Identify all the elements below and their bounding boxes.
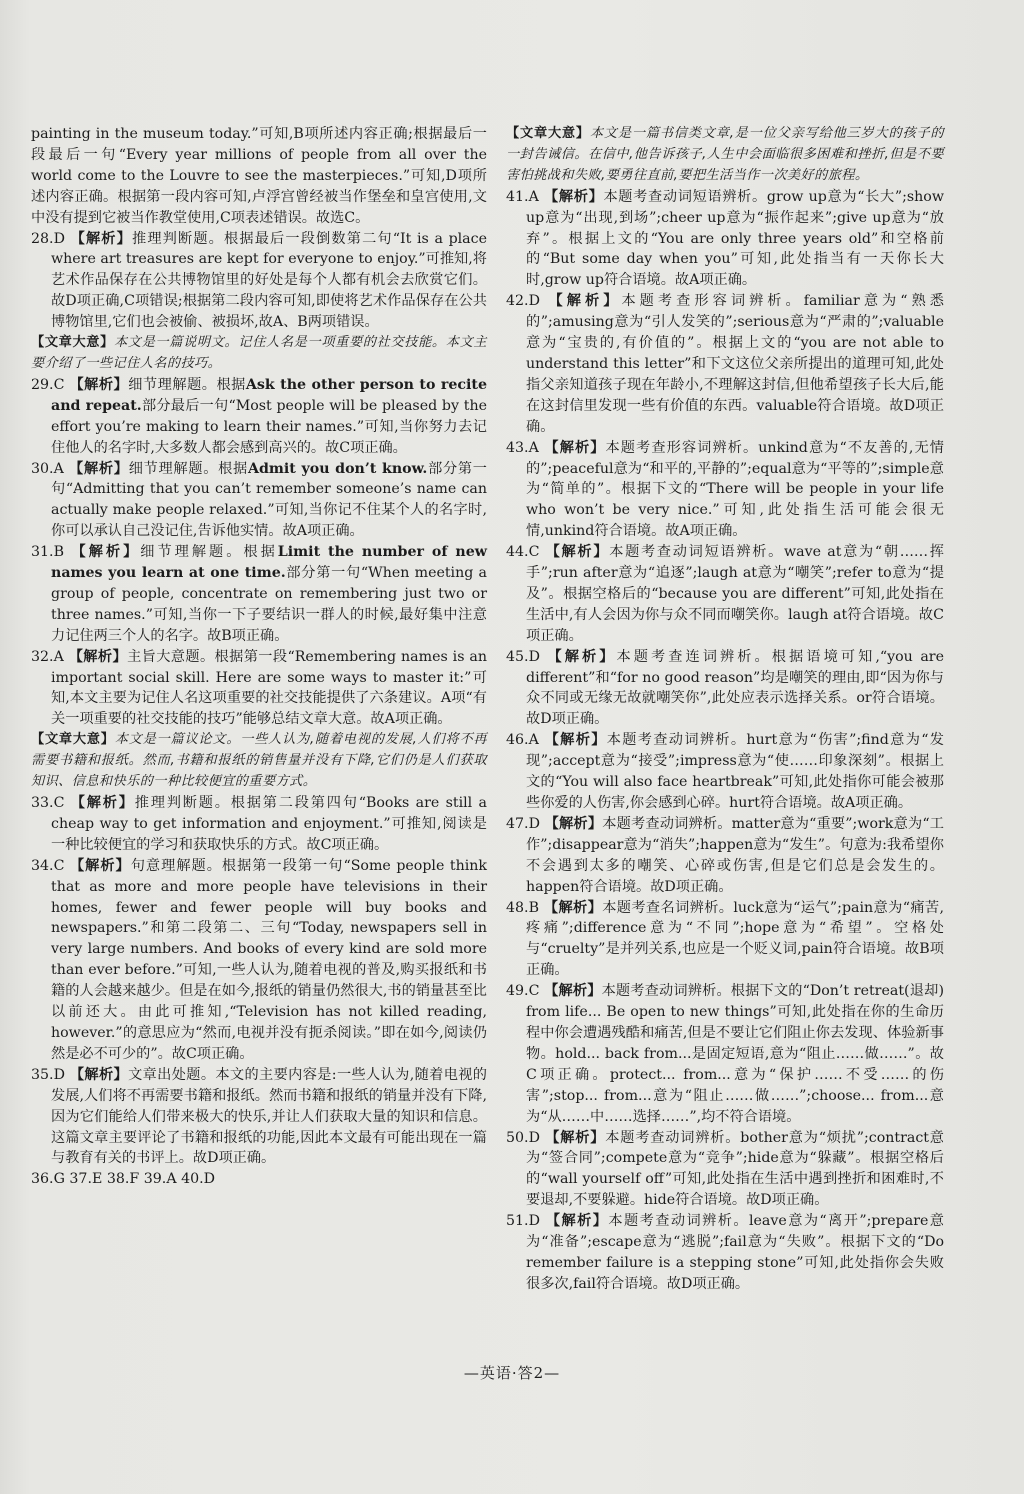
answer-33 — [31, 793, 487, 856]
question-number: 44.C — [506, 544, 540, 561]
answer-46 — [506, 730, 944, 814]
answer-45 — [506, 647, 944, 731]
answer-text: 本题考查形容词辨析。familiar意为“熟悉的”;amusing意为“引人发笑的”;serious意为“严肃的”;valuable意为“宝贵的,有价值的”。根据上文的“you are not able to understand this letter”和下文这位父亲所提出的道理可知,此处指父亲知道孩子现在年龄小,不理解这封信,但他希望孩子长大后,能在这封信里发现一些有价值的东西。valuable符合语境。故D项正确。 — [526, 293, 944, 435]
answer-50 — [506, 1128, 944, 1212]
question-number: 47.D — [506, 815, 540, 832]
answer-text: 细节理解题。根据 — [128, 460, 248, 477]
analysis-tag: 【解析】 — [70, 230, 132, 247]
question-number: 28.D — [31, 230, 65, 247]
analysis-tag: 【解析】 — [69, 857, 131, 874]
question-number: 50.D — [506, 1129, 540, 1146]
question-number: 34.C — [31, 857, 65, 874]
answer-text: 本题考查动词辨析。bother意为“烦扰”;contract意为“签合同”;compete意为“竞争”;hide意为“躲藏”。根据空格后的“wall yourself off”可知,此处指在生活中遇到挫折和困难时,不要退却,不要躲避。hide符合语境。故D项正确。 — [526, 1129, 944, 1209]
section-heading-ref: Ask the other person to recite and repeat. — [51, 376, 487, 414]
answer-text: 细节理解题。根据 — [140, 544, 278, 561]
question-number: 30.A — [31, 460, 64, 477]
analysis-tag: 【解析】 — [544, 815, 603, 832]
question-number: 43.A — [506, 439, 539, 456]
summary-text: 本文是一篇说明文。记住人名是一项重要的社交技能。本文主要介绍了一些记住人名的技巧。 — [31, 335, 487, 371]
answer-text: 本题考查名词辨析。luck意为“运气”;pain意为“痛苦,疼痛”;difference意为“不同”;hope意为“希望”。空格处与“cruelty”是并列关系,也应是一个贬义词,pain符合语境。故B项正确。 — [526, 899, 944, 979]
passage-summary-3 — [506, 124, 944, 187]
passage-summary-2 — [31, 730, 487, 793]
answer-31 — [31, 542, 487, 647]
answer-text: 本题考查连词辨析。根据语境可知,“you are different”和“for no good reason”均是嘲笑的理由,即“因为你与众不同或无缘无故就嘲笑你”,此处应表示选择关系。or符合语境。故D项正确。 — [526, 648, 944, 728]
question-number: 29.C — [31, 376, 65, 393]
answer-text: 部分第一句“Admitting that you can’t remember someone’s name can actually make people relaxed.”可知,当你记不住某个人的名字时,你可以承认自己没记住,告诉他实情。故A项正确。 — [51, 460, 487, 540]
analysis-tag: 【解析】 — [545, 544, 610, 561]
summary-text: 本文是一篇书信类文章,是一位父亲写给他三岁大的孩子的一封告诫信。在信中,他告诉孩子,人生中会面临很多困难和挫折,但是不要害怕挑战和失败,要勇往直前,要把生活当作一次美好的旅程。 — [506, 126, 944, 183]
analysis-tag: 【解析】 — [71, 544, 141, 561]
summary-label: 【文章大意】 — [31, 732, 115, 748]
question-number: 46.A — [506, 732, 539, 749]
question-number: 45.D — [506, 648, 540, 665]
answer-49 — [506, 981, 944, 1127]
answer-text: 部分最后一句“Most people will be pleased by the effort you’re making to learn their names.”可知,当你努力去记住他人的名字时,大多数人都会感到高兴的。故C项正确。 — [51, 397, 487, 456]
answer-text: 主旨大意题。根据第一段“Remembering names is an important social skill. Here are some ways to master it:”可知,本文主要为记住人名这项重要的社交技能提供了六条建议。A项“有关一项重要的社交技能的技巧”能够总结文章大意。故A项正确。 — [51, 648, 487, 728]
answer-text: 句意理解题。根据第一段第一句“Some people think that as more and more people have televisions in their homes, fewer and fewer people will buy books and newspapers.”和第二段第二、三句“Today, newspapers sell in very large numbers. And books of every kind are sold more than ever before.”可知,一些人认为,随着电视的普及,购买报纸和书籍的人会越来越少。但是在如今,报纸的销量仍然很大,书的销量甚至比以前还大。由此可推知,“Television has not killed reading, however.”的意思应为“然而,电视并没有扼杀阅读。”即在如今,阅读仍然是必不可少的”。故C项正确。 — [51, 857, 487, 1062]
passage-summary-1 — [31, 333, 487, 375]
answer-47 — [506, 814, 944, 898]
answer-text: 本题考查动词辨析。leave意为“离开”;prepare意为“准备”;escape意为“逃脱”;fail意为“失败”。根据下文的“Do remember failure is a stepping stone”可知,此处指你会失败很多次,fail符合语境。故D项正确。 — [526, 1213, 944, 1292]
answer-29 — [31, 375, 487, 459]
answer-text: 本题考查动词短语辨析。grow up意为“长大”;show up意为“出现,到场”;cheer up意为“振作起来”;give up意为“放弃”。根据上文的“You are only three years old”和空格前的“But some day when you”可知,此处指当有一天你长大时,grow up符合语境。故A项正确。 — [526, 188, 944, 289]
question-number: 41.A — [506, 188, 539, 205]
analysis-tag: 【解析】 — [70, 795, 135, 811]
answer-44 — [506, 542, 944, 647]
question-number: 48.B — [506, 899, 539, 916]
analysis-tag: 【解析】 — [544, 983, 602, 1000]
answer-35 — [31, 1065, 487, 1170]
answer-28 — [31, 229, 487, 334]
answer-text: 部分第一句“When meeting a group of people, concentrate on remembering just two or three names.”可知,当你一下子要结识一群人的时候,最好集中注意力记住两三个人的名字。故B项正确。 — [51, 565, 487, 644]
question-number: 31.B — [31, 544, 64, 561]
question-number: 32.A — [31, 648, 64, 665]
analysis-tag: 【解析】 — [69, 460, 129, 477]
analysis-tag: 【解析】 — [547, 648, 617, 665]
answer-text: 本题考查动词辨析。matter意为“重要”;work意为“工作”;disappear意为“消失”;happen意为“发生”。句意为:我希望你不会遇到太多的嘲笑、心碎或伤害,但是它们总是会发生的。happen符合语境。故D项正确。 — [526, 815, 944, 895]
answers-36-40: 36.G 37.E 38.F 39.A 40.D — [31, 1171, 216, 1188]
analysis-tag: 【解析】 — [548, 293, 622, 310]
answer-text: 本题考查形容词辨析。unkind意为“不友善的,无情的”;peaceful意为“和平的,平静的”;equal意为“平等的”;simple意为“简单的”。根据下文的“There will be people in your life who won’t be very nice.”可知,此处指生活可能会很无情,unkind符合语境。故A项正确。 — [526, 439, 944, 540]
answer-text: 细节理解题。根据 — [128, 376, 246, 393]
analysis-tag: 【解析】 — [68, 648, 128, 665]
question-number: 49.C — [506, 983, 540, 1000]
answer-51 — [506, 1211, 944, 1295]
left-column — [31, 124, 487, 1190]
analysis-tag: 【解析】 — [545, 1213, 609, 1230]
question-number: 33.C — [31, 795, 65, 811]
answer-32 — [31, 647, 487, 731]
answer-text: 本题考查动词辨析。hurt意为“伤害”;find意为“发现”;accept意为“接受”;impress意为“使……印象深刻”。根据上文的“You will also face heartbreak”可知,此处指你可能会被那些你爱的人伤害,你会感到心碎。hurt符合语境。故A项正确。 — [526, 732, 944, 811]
answer-text: 本题考查动词辨析。根据下文的“Don’t retreat(退却) from life... Be open to new things”可知,此处指在你的生命历程中你会遭遇残酷和痛苦,但是不要让它们阻止你去发现、体验新事物。hold... back from...是固定短语,意为“阻止……做……”。故C项正确。protect... from...意为“保护……不受……的伤害”;stop... from...意为“阻止……做……”;choose... from...意为“从……中……选择……”,均不符合语境。 — [526, 983, 944, 1125]
answer-42 — [506, 291, 944, 437]
question-number: 51.D — [506, 1213, 540, 1230]
analysis-tag: 【解析】 — [545, 1129, 606, 1146]
question-number: 35.D — [31, 1066, 65, 1083]
analysis-tag: 【解析】 — [69, 1066, 129, 1083]
summary-label: 【文章大意】 — [506, 126, 590, 141]
analysis-tag: 【解析】 — [544, 188, 604, 205]
page-footer: —英语·答2— — [463, 1364, 561, 1382]
answer-27-continued: painting in the museum today.”可知,B项所述内容正确;根据最后一段最后一句“Every year millions of people from all over the world come to the Louvre to see the masterpieces.”可知,D项所述内容正确。根据第一段内容可知,卢浮宫曾经被当作堡垒和皇宫使用,文中没有提到它被当作教堂使用,C项表述错误。故选C。 — [31, 126, 487, 226]
analysis-tag: 【解析】 — [543, 899, 603, 916]
answer-text: 推理判断题。根据最后一段倒数第二句“It is a place where art treasures are kept for everyone to enjoy.”可推知,将艺术作品保存在公共博物馆里的好处是每个人都有机会去欣赏它们。故D项正确,C项错误;根据第二段内容可知,即使将艺术作品保存在公共博物馆里,它们也会被偷、被损坏,故A、B两项错误。 — [51, 230, 487, 331]
summary-text: 本文是一篇议论文。一些人认为,随着电视的发展,人们将不再需要书籍和报纸。然而,书籍和报纸的销售量并没有下降,它们仍是人们获取知识、信息和快乐的一种比较便宜的重要方式。 — [31, 732, 487, 790]
answer-34 — [31, 856, 487, 1065]
answer-43 — [506, 438, 944, 543]
section-heading-ref: Limit the number of new names you learn at one time. — [51, 544, 487, 582]
answer-text: 推理判断题。根据第二段第四句“Books are still a cheap way to get information and enjoyment.”可推知,阅读是一种比较便宜的学习和获取快乐的方式。故C项正确。 — [51, 795, 487, 853]
summary-label: 【文章大意】 — [31, 335, 114, 351]
answer-41 — [506, 187, 944, 292]
section-heading-ref: Admit you don’t know. — [247, 460, 428, 477]
analysis-tag: 【解析】 — [544, 732, 607, 749]
answer-48 — [506, 898, 944, 982]
analysis-tag: 【解析】 — [69, 376, 129, 393]
answer-text: 本题考查动词短语辨析。wave at意为“朝……挥手”;run after意为“追逐”;laugh at意为“嘲笑”;refer to意为“提及”。根据空格后的“because you are different”可知,此处指在生活中,有人会因为你与众不同而嘲笑你。laugh at符合语境。故C项正确。 — [526, 544, 944, 644]
answer-30 — [31, 459, 487, 543]
answer-text: 文章出处题。本文的主要内容是:一些人认为,随着电视的发展,人们将不再需要书籍和报纸。然而书籍和报纸的销量并没有下降,因为它们能给人们带来极大的快乐,并让人们获取大量的知识和信息。这篇文章主要评论了书籍和报纸的功能,因此本文最有可能出现在一篇与教育有关的书评上。故D项正确。 — [51, 1066, 487, 1167]
right-column — [506, 124, 944, 1295]
analysis-tag: 【解析】 — [544, 439, 606, 456]
question-number: 42.D — [506, 293, 540, 310]
